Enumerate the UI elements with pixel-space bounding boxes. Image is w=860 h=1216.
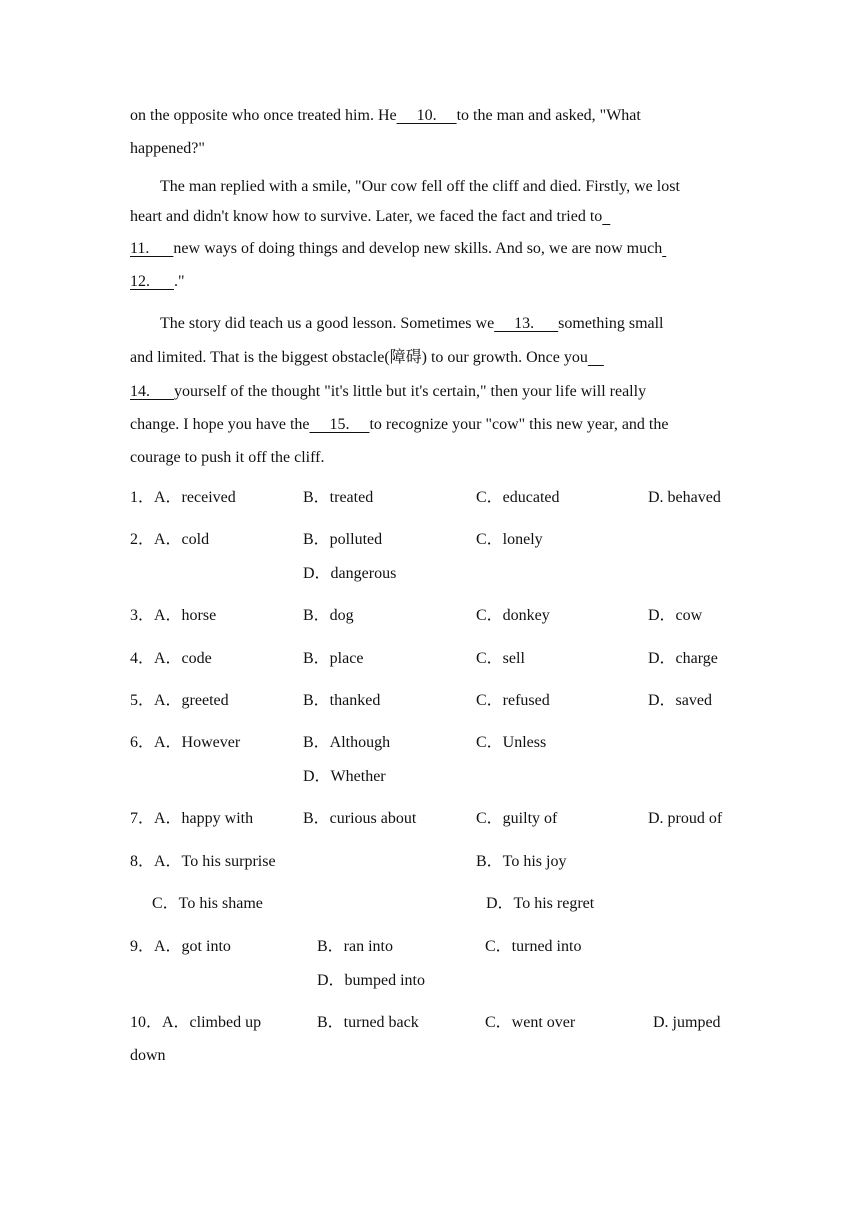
passage-line xyxy=(130,239,666,259)
q9-option-b: B．ran into xyxy=(317,938,393,955)
q5-option-b: B．thanked xyxy=(303,692,381,709)
q10-option-d-continued: down xyxy=(130,1047,166,1064)
passage-text: to the man and asked, "What xyxy=(456,107,641,124)
q9-option-d: D．bumped into xyxy=(317,972,425,989)
passage-line xyxy=(130,272,185,292)
blank-12-start xyxy=(662,240,666,257)
q6-option-c: C．Unless xyxy=(476,734,547,751)
passage-text: on the opposite who once treated him. He xyxy=(130,107,397,124)
q1-option-c: C．educated xyxy=(476,489,560,506)
passage-line xyxy=(130,415,668,435)
q10-option-d: D. jumped xyxy=(653,1014,721,1031)
passage-text: change. I hope you have the xyxy=(130,416,310,433)
passage-line: happened?" xyxy=(130,140,205,157)
q7-option-c: C．guilty of xyxy=(476,810,558,827)
q9-option-c: C．turned into xyxy=(485,938,582,955)
q9-option-a: 9．A．got into xyxy=(130,938,231,955)
q4-option-d: D．charge xyxy=(648,650,718,667)
blank-13: 13. xyxy=(494,315,559,332)
q8-option-a: 8．A．To his surprise xyxy=(130,853,276,870)
blank-15: 15. xyxy=(309,416,370,433)
q2-option-a: 2．A．cold xyxy=(130,531,210,548)
passage-line xyxy=(130,382,646,402)
passage-text: ." xyxy=(174,273,185,290)
blank-14-start xyxy=(588,349,604,366)
q6-option-a: 6．A．However xyxy=(130,734,241,751)
passage-line: courage to push it off the cliff. xyxy=(130,449,325,466)
q10-option-c: C．went over xyxy=(485,1014,576,1031)
passage-text: heart and didn't know how to survive. Later, we faced the fact and tried to xyxy=(130,208,603,225)
blank-12: 12. xyxy=(130,273,174,290)
q5-option-d: D．saved xyxy=(648,692,712,709)
q8-option-d: D．To his regret xyxy=(486,895,595,912)
q3-option-a: 3．A．horse xyxy=(130,607,217,624)
passage-text: to recognize your "cow" this new year, and the xyxy=(369,416,669,433)
passage-text: yourself of the thought "it's little but it's certain," then your life will really xyxy=(174,383,647,400)
passage-line xyxy=(130,348,604,368)
passage-line xyxy=(130,106,641,126)
q1-option-a: 1．A．received xyxy=(130,489,236,506)
passage-text: something small xyxy=(558,315,664,332)
q3-option-c: C．donkey xyxy=(476,607,550,624)
blank-10: 10. xyxy=(396,107,457,124)
q2-option-d: D．dangerous xyxy=(303,565,397,582)
q5-option-c: C．refused xyxy=(476,692,550,709)
passage-line xyxy=(130,207,610,227)
q8-option-c: C．To his shame xyxy=(152,895,263,912)
blank-11: 11. xyxy=(130,240,174,257)
q10-option-b: B．turned back xyxy=(317,1014,419,1031)
q2-option-b: B．polluted xyxy=(303,531,383,548)
q7-option-d: D. proud of xyxy=(648,810,723,827)
q4-option-b: B．place xyxy=(303,650,364,667)
q4-option-c: C．sell xyxy=(476,650,525,667)
q1-option-d: D. behaved xyxy=(648,489,721,506)
passage-text: and limited. That is the biggest obstacle(障碍) to our growth. Once you xyxy=(130,349,588,366)
q6-option-b: B．Although xyxy=(303,734,391,751)
q3-option-b: B．dog xyxy=(303,607,354,624)
q3-option-d: D．cow xyxy=(648,607,703,624)
q7-option-b: B．curious about xyxy=(303,810,417,827)
q4-option-a: 4．A．code xyxy=(130,650,212,667)
q10-option-a: 10．A．climbed up xyxy=(130,1014,262,1031)
q8-option-b: B．To his joy xyxy=(476,853,567,870)
blank-14: 14. xyxy=(130,383,174,400)
passage-text: new ways of doing things and develop new skills. And so, we are now much xyxy=(173,240,663,257)
passage-line xyxy=(160,314,664,334)
q6-option-d: D．Whether xyxy=(303,768,386,785)
q7-option-a: 7．A．happy with xyxy=(130,810,254,827)
passage-text: The story did teach us a good lesson. Sometimes we xyxy=(160,315,495,332)
blank-11-start xyxy=(602,208,610,225)
q1-option-b: B．treated xyxy=(303,489,374,506)
q2-option-c: C．lonely xyxy=(476,531,543,548)
passage-line: The man replied with a smile, "Our cow fell off the cliff and died. Firstly, we lost xyxy=(160,178,680,195)
q5-option-a: 5．A．greeted xyxy=(130,692,229,709)
